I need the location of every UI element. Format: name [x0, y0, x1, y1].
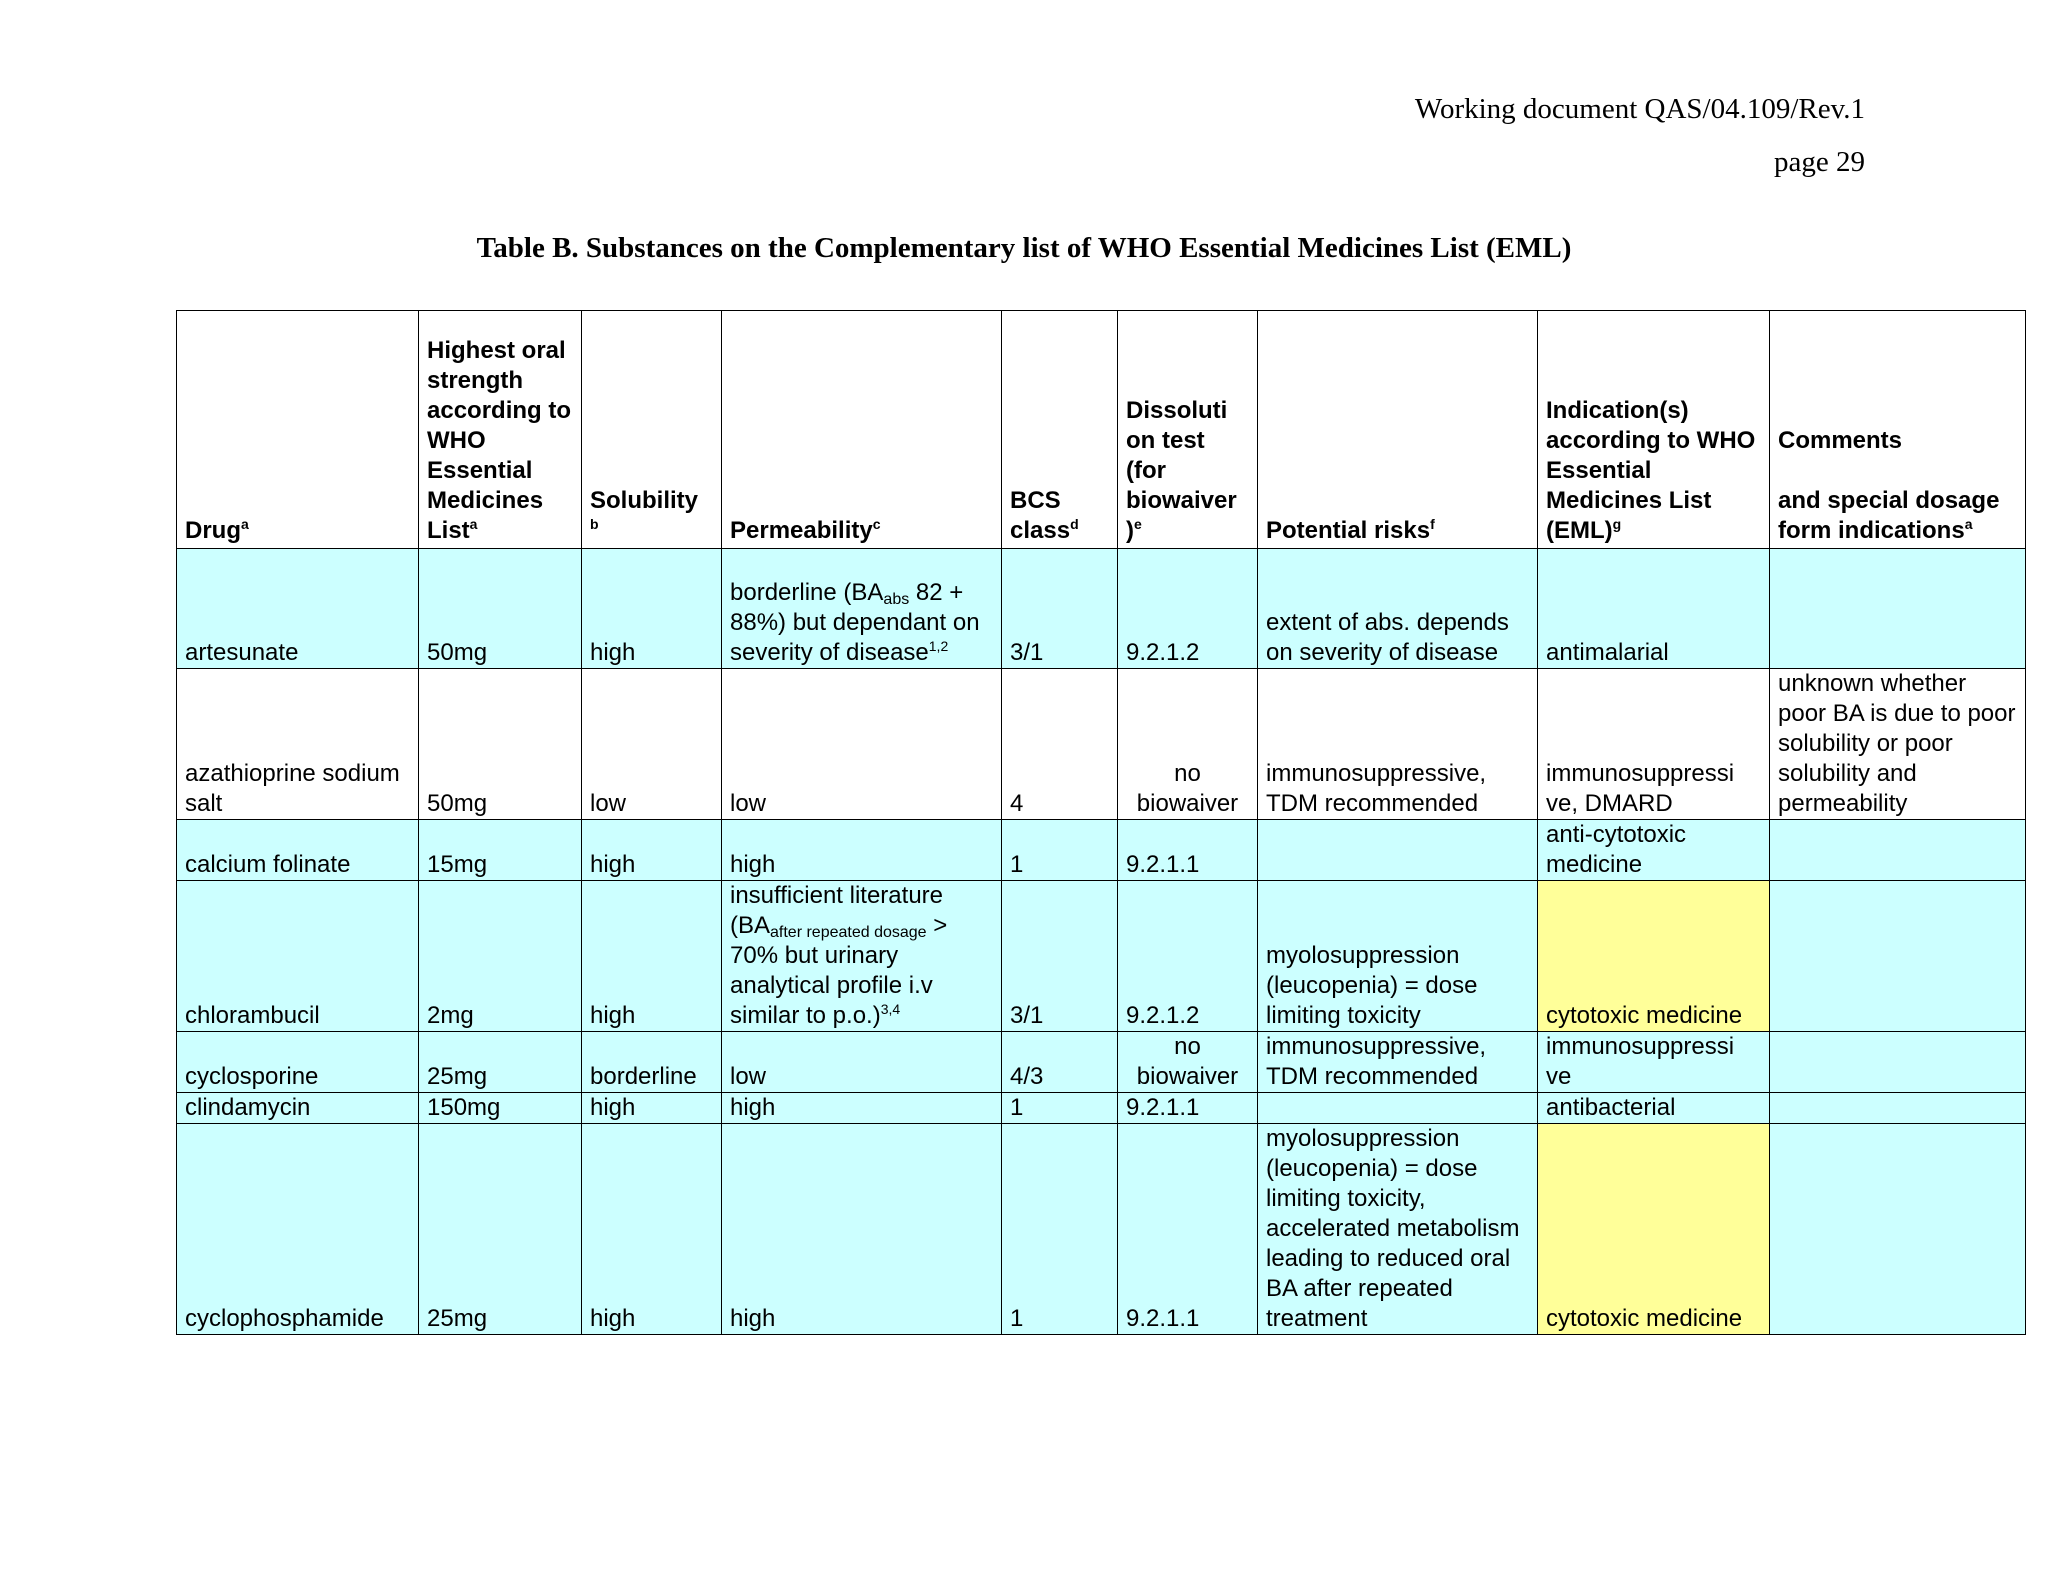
cell-permeability: high	[722, 1093, 1002, 1124]
cell-comments	[1770, 549, 2026, 669]
header-solubility: Solubility $^b$	[582, 311, 722, 549]
cell-strength: 25mg	[419, 1124, 582, 1335]
cell-permeability: low	[722, 669, 1002, 820]
header-comments: Comments and special dosage form indications$^a$	[1770, 311, 2026, 549]
cell-strength: 15mg	[419, 820, 582, 881]
cell-permeability: high	[722, 820, 1002, 881]
header-dissolution: Dissoluti on test (for biowaiver )$^e$	[1118, 311, 1258, 549]
cell-potential-risks: extent of abs. depends on severity of disease	[1258, 549, 1538, 669]
cell-bcs-class: 1	[1002, 820, 1118, 881]
cell-solubility: high	[582, 820, 722, 881]
cell-solubility: low	[582, 669, 722, 820]
cell-strength: 50mg	[419, 549, 582, 669]
cell-potential-risks: myolosuppression (leucopenia) = dose limiting toxicity, accelerated metabolism leading to reduced oral BA after repeated treatment	[1258, 1124, 1538, 1335]
cell-indication: antimalarial	[1538, 549, 1770, 669]
cell-dissolution: 9.2.1.1	[1118, 1124, 1258, 1335]
cell-potential-risks: immunosuppressive, TDM recommended	[1258, 669, 1538, 820]
table-row	[177, 549, 2026, 669]
cell-indication: cytotoxic medicine	[1538, 1124, 1770, 1335]
cell-solubility: high	[582, 1093, 722, 1124]
header-drug: Drug$^a$	[177, 311, 419, 549]
cell-permeability: insufficient literature ($BA_{after repeated dosage} > 70\%$ but urinary analytical profile i.v similar to p.o.)$^{3,4}$	[722, 881, 1002, 1032]
table-header-row	[177, 311, 2026, 549]
cell-comments: unknown whether poor BA is due to poor solubility or poor solubility and permeability	[1770, 669, 2026, 820]
table-row	[177, 669, 2026, 820]
cell-drug: cyclophosphamide	[177, 1124, 419, 1335]
header-permeability: Permeability$^c$	[722, 311, 1002, 549]
header-potential-risks: Potential risks$^f$	[1258, 311, 1538, 549]
cell-solubility: high	[582, 1124, 722, 1335]
cell-comments	[1770, 1124, 2026, 1335]
cell-drug: cyclosporine	[177, 1032, 419, 1093]
cell-comments	[1770, 881, 2026, 1032]
table-caption: Table B. Substances on the Complementary list of WHO Essential Medicines List (EML)	[476, 232, 1572, 264]
cell-permeability: high	[722, 1124, 1002, 1335]
cell-strength: 2mg	[419, 881, 582, 1032]
header-strength: Highest oral strength according to WHO Essential Medicines List$^a$	[419, 311, 582, 549]
cell-indication: immunosuppressi ve, DMARD	[1538, 669, 1770, 820]
cell-bcs-class: 3/1	[1002, 881, 1118, 1032]
cell-bcs-class: 3/1	[1002, 549, 1118, 669]
cell-bcs-class: 4	[1002, 669, 1118, 820]
table-row	[177, 1124, 2026, 1335]
cell-potential-risks	[1258, 820, 1538, 881]
cell-solubility: high	[582, 549, 722, 669]
table-row	[177, 881, 2026, 1032]
page-number: page 29	[1774, 146, 1865, 178]
cell-drug: azathioprine sodium salt	[177, 669, 419, 820]
cell-dissolution: no biowaiver	[1118, 1032, 1258, 1093]
cell-drug: calcium folinate	[177, 820, 419, 881]
cell-drug: clindamycin	[177, 1093, 419, 1124]
cell-strength: 25mg	[419, 1032, 582, 1093]
cell-permeability: borderline ($BA_{abs}$ 82 + 88%) but dependant on severity of disease$^{1,2}$	[722, 549, 1002, 669]
table-row	[177, 1093, 2026, 1124]
cell-dissolution: 9.2.1.1	[1118, 820, 1258, 881]
cell-indication: immunosuppressi ve	[1538, 1032, 1770, 1093]
cell-indication: cytotoxic medicine	[1538, 881, 1770, 1032]
cell-drug: artesunate	[177, 549, 419, 669]
cell-permeability: low	[722, 1032, 1002, 1093]
cell-strength: 50mg	[419, 669, 582, 820]
cell-dissolution: 9.2.1.1	[1118, 1093, 1258, 1124]
cell-potential-risks: immunosuppressive, TDM recommended	[1258, 1032, 1538, 1093]
cell-strength: 150mg	[419, 1093, 582, 1124]
cell-comments	[1770, 820, 2026, 881]
cell-comments	[1770, 1093, 2026, 1124]
cell-comments	[1770, 1032, 2026, 1093]
table-row	[177, 1032, 2026, 1093]
cell-indication: anti-cytotoxic medicine	[1538, 820, 1770, 881]
cell-bcs-class: 1	[1002, 1124, 1118, 1335]
cell-potential-risks: myolosuppression (leucopenia) = dose limiting toxicity	[1258, 881, 1538, 1032]
cell-dissolution: 9.2.1.2	[1118, 549, 1258, 669]
cell-solubility: high	[582, 881, 722, 1032]
document-reference: Working document QAS/04.109/Rev.1	[1414, 93, 1865, 125]
cell-solubility: borderline	[582, 1032, 722, 1093]
header-indication: Indication(s) according to WHO Essential Medicines List (EML)$^g$	[1538, 311, 1770, 549]
cell-indication: antibacterial	[1538, 1093, 1770, 1124]
header-bcs-class: BCS class$^d$	[1002, 311, 1118, 549]
cell-bcs-class: 1	[1002, 1093, 1118, 1124]
table-row	[177, 820, 2026, 881]
cell-dissolution: no biowaiver	[1118, 669, 1258, 820]
cell-potential-risks	[1258, 1093, 1538, 1124]
substances-table	[176, 310, 2026, 1335]
cell-drug: chlorambucil	[177, 881, 419, 1032]
cell-bcs-class: 4/3	[1002, 1032, 1118, 1093]
cell-dissolution: 9.2.1.2	[1118, 881, 1258, 1032]
